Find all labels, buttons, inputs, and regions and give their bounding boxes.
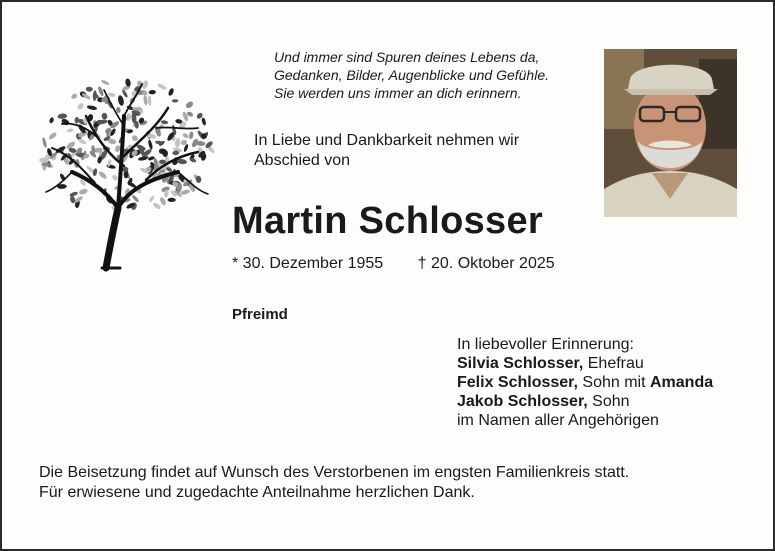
tree-leaf — [48, 131, 58, 140]
tree-leaf — [161, 120, 169, 125]
tree-leaf — [106, 164, 116, 170]
tree-leaf — [42, 137, 48, 148]
tree-leaf — [121, 89, 128, 98]
mourner-relation: Sohn — [587, 393, 630, 410]
tree-leaf — [182, 132, 189, 139]
tree-leaf — [131, 194, 140, 203]
tree-leaf — [167, 87, 174, 96]
tree-leaf — [78, 188, 88, 195]
tree-leaf — [172, 99, 179, 103]
closing-note — [39, 463, 629, 503]
tree-leaf — [67, 128, 74, 133]
tree-leaf — [74, 117, 79, 124]
tree-leaf — [69, 191, 78, 197]
tree-leaf — [201, 117, 207, 126]
mourner-entry — [457, 354, 713, 373]
mourner-relation: Sohn mit — [577, 374, 650, 391]
tree-leaf — [60, 118, 70, 127]
mourners-heading: In liebevoller Erinnerung: — [457, 336, 634, 353]
quote-line: Sie werden uns immer an dich erinnern. — [274, 85, 522, 101]
mourner-entry — [457, 373, 713, 392]
life-dates — [232, 255, 555, 273]
tree-leaf — [157, 83, 168, 91]
tree-leaf — [92, 90, 97, 101]
tree-leaf — [147, 139, 153, 150]
tree-icon — [38, 76, 216, 272]
tree-leaf — [70, 93, 78, 100]
closing-line: Die Beisetzung findet auf Wunsch des Verstorbenen im engsten Familienkreis statt. — [39, 464, 630, 481]
mourner-relation: Ehefrau — [583, 355, 644, 372]
mourner-name: Felix Schlosser, — [457, 374, 578, 391]
farewell-intro — [254, 131, 574, 171]
tree-leaf — [149, 90, 156, 95]
mourner-name: Jakob Schlosser, — [457, 393, 588, 410]
tree-leaf — [111, 174, 119, 182]
memorial-quote — [274, 48, 594, 102]
tree-leaf — [92, 168, 98, 177]
mourners-list — [457, 335, 713, 430]
tree-leaf — [180, 189, 190, 196]
tree-leaf — [49, 117, 55, 124]
intro-line: Abschied von — [254, 152, 351, 169]
mourner-entry — [457, 392, 713, 411]
tree-leaf — [159, 196, 167, 206]
mourners-footer: im Namen aller Angehörigen — [457, 412, 659, 429]
tree-leaf — [101, 79, 110, 86]
portrait-photo — [604, 49, 737, 217]
location: Pfreimd — [232, 306, 288, 323]
tree-leaf — [117, 95, 125, 107]
tree-leaf — [125, 78, 132, 87]
tree-leaf — [143, 95, 148, 106]
tree-leaf — [148, 195, 155, 203]
closing-line: Für erwiesene und zugedachte Anteilnahme herzlichen Dank. — [39, 484, 475, 501]
tree-leaf — [86, 105, 97, 111]
deceased-name: Martin Schlosser — [232, 200, 544, 242]
tree-leaf — [168, 198, 176, 202]
tree-leaf — [185, 100, 195, 109]
tree-leaf — [101, 112, 108, 120]
death-date: † 20. Oktober 2025 — [417, 255, 555, 272]
tree-leaf — [86, 86, 93, 91]
tree-leaf — [189, 131, 194, 139]
tree-leaf — [148, 95, 152, 106]
tree-leaf — [57, 113, 67, 119]
intro-line: In Liebe und Dankbarkeit nehmen wir — [254, 132, 520, 149]
quote-line: Gedanken, Bilder, Augenblicke und Gefühle. — [274, 67, 550, 83]
mourner-name: Silvia Schlosser, — [457, 355, 584, 372]
quote-line: Und immer sind Spuren deines Lebens da, — [274, 49, 540, 65]
birth-date: * 30. Dezember 1955 — [232, 255, 384, 272]
mourner-partner: Amanda — [649, 374, 714, 391]
tree-leaf — [98, 170, 108, 180]
tree-leaf — [174, 138, 181, 148]
tree-leaf — [76, 102, 84, 111]
tree-leaf — [97, 86, 104, 97]
tree-leaf — [152, 202, 162, 211]
